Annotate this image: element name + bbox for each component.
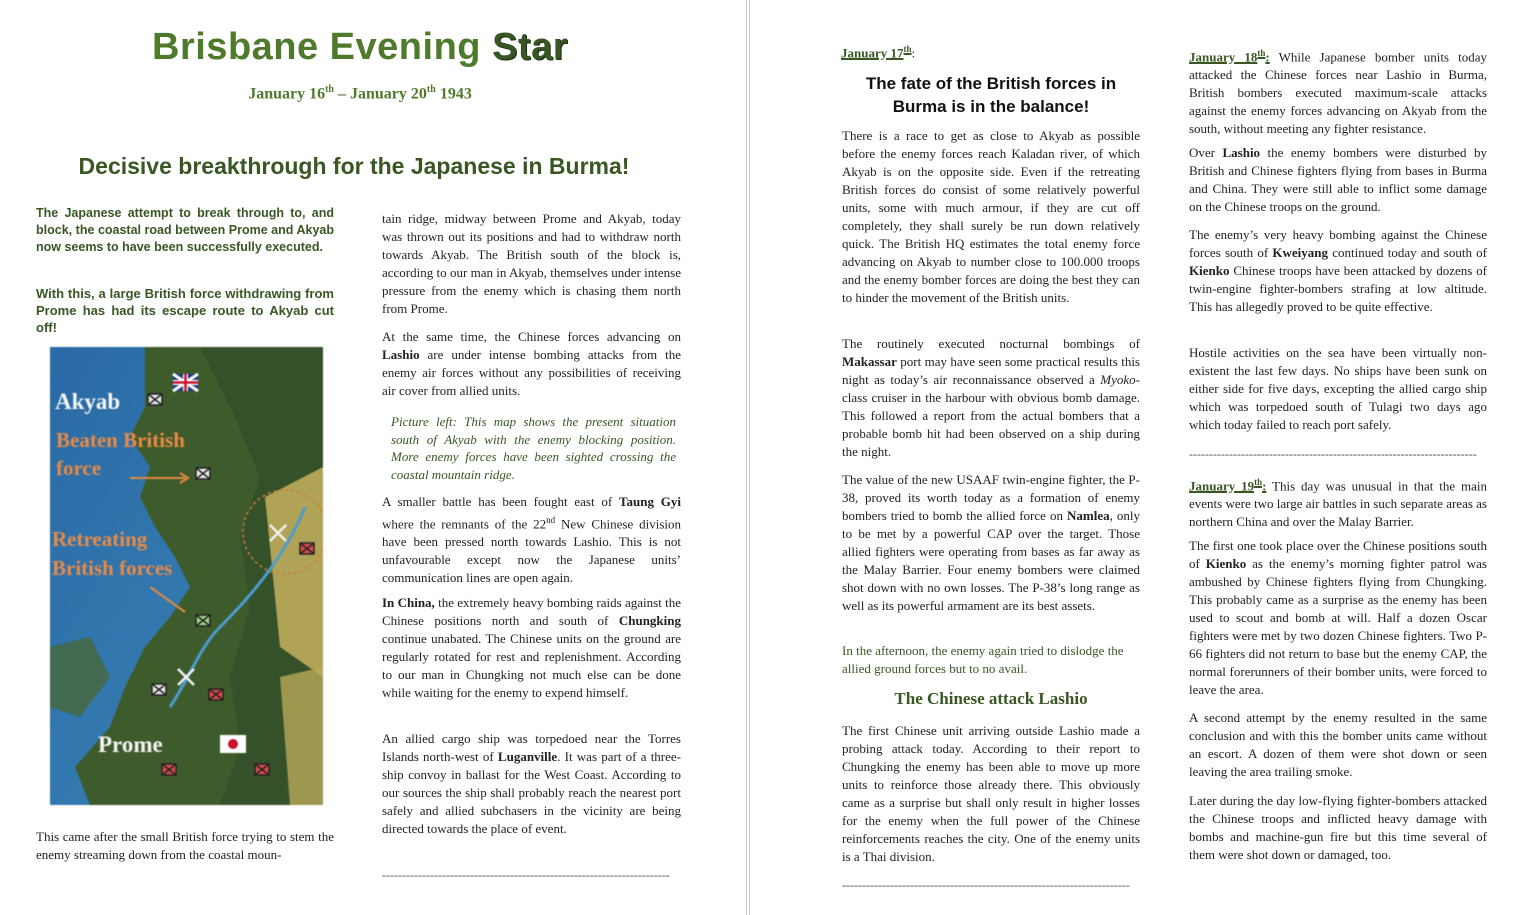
jan18-paragraph-2: Over Lashio the enemy bombers were disturbed by British and Chinese fighters flying from bases in Burma and China. They were still able to inflict some damage on the Chinese troops on the ground. [1189, 145, 1487, 214]
main-headline: Decisive breakthrough for the Japanese in Burma! [78, 153, 630, 179]
date-end-sup: th [426, 84, 436, 95]
lead-paragraph-1: The Japanese attempt to break through to, and block, the coastal road between Prome and Akyab now seems to have been successfully executed. [36, 206, 334, 254]
date-year: 1943 [435, 85, 472, 103]
masthead-title: Brisbane Evening [152, 26, 493, 68]
map-label-retreating-2: British forces [52, 556, 173, 580]
col2-paragraph-5: An allied cargo ship was torpedoed near the Torres Islands north-west of Luganville. It was part of a three-ship convoy in ballast for the West Coast. According to our sources the ship shall probably reach the nearest port safely and allied subchasers in the vicinity are being directed towards the place of event. [382, 731, 682, 836]
right-page [749, 0, 1519, 915]
jan19-paragraph-3: A second attempt by the enemy resulted in the same conclusion and with this the bomber units came without an escort. A dozen of them were shot down or seen leaving the area trailing smoke. [1189, 710, 1487, 779]
jan19-paragraph-1: January 19th: This day was unusual in that the main events were two large air battles in such separate areas as northern China and over the Malay Barrier. [1189, 477, 1487, 530]
col2-paragraph-4: In China, the extremely heavy bombing raids against the Chinese positions north and south of Chungking continue unabated. The Chinese units on the ground are regularly rotated for rest and replenishment. According to our man in Chungking not much else can be done while waiting for the enemy to expend himself. [382, 595, 681, 700]
date-start: January 16 [248, 85, 326, 103]
map-label-beaten-2: force [56, 456, 102, 480]
date-end: January 20 [350, 85, 427, 103]
section-separator-3: ------------------------------------------------------------------------ [1189, 447, 1477, 461]
burma-situation-map [50, 347, 323, 805]
date-jan-17: January 17th: [841, 44, 916, 61]
lashio-paragraph: The first Chinese unit arriving outside Lashio made a probing attack today. According to their report to Chungking the enemy has been able to move up more units to reinforce those already there. This obviously came as a surprise but shall only result in higher losses for the enemy when the full power of the Chinese reinforcements reaches the city. One of the enemy units is a Thai division. [842, 723, 1140, 864]
map-caption: Picture left: This map shows the present situation south of Akyab with the enemy blocking position. More enemy forces have been sighted crossing the coastal mountain ridge. [391, 414, 676, 482]
date-start-sup: th [325, 84, 334, 95]
map-label-prome: Prome [98, 732, 163, 757]
japanese-flag-icon [220, 735, 246, 753]
newspaper-masthead [0, 26, 720, 69]
jan17-paragraph-3: The value of the new USAAF twin-engine fighter, the P-38, proved its worth today as a formation of enemy bombers tried to bomb the allied force on Namlea, only to be met by a powerful CAP over the target. Those allied fighters were operating from bases as far away as the Malay Barrier. Four enemy bombers were claimed shot down with no own losses. The P-38’s long range as well as its powerful armament are its best assets. [842, 472, 1140, 613]
masthead-star-word: Star [492, 26, 568, 68]
issue-dateline [0, 84, 720, 103]
col2-paragraph-3: A smaller battle has been fought east of Taung Gyi where the remnants of the 22nd New Chinese division have been pressed north towards Lashio. This is not unfavourable except now the Japanese units’ communication lines are open again. [382, 494, 681, 586]
jan18-paragraph-3: The enemy’s very heavy bombing against the Chinese forces south of Kweiyang continued today and south of Kienko Chinese troops have been attacked by dozens of twin-engine fighter-bombers strafing at low altitude. This has allegedly proved to be quite effective. [1189, 227, 1487, 314]
jan18-paragraph-4: Hostile activities on the sea have been virtually non-existent the last few days. No ships have been sunk on either side for five days, excepting the allied cargo ship which was torpedoed south of Tulagi two days ago which today failed to reach port safely. [1189, 345, 1487, 432]
article-heading-british-forces: The fate of the British forces in Burma is in the balance! [865, 74, 1117, 116]
jan19-paragraph-2: The first one took place over the Chinese positions south of Kienko as the enemy’s morning fighter patrol was ambushed by Chinese fighters flying from Chungking. This probably came as a surprise as the enemy has been used to scout and bomb at will. Half a dozen Oscar fighters were met by two dozen Chinese fighters. Two P-66 fighters did not return to base but the enemy CAP, the normal forerunners of their bomber units, were forced to leave the area. [1189, 538, 1487, 697]
jan17-paragraph-4: In the afternoon, the enemy again tried to dislodge the allied ground forces but to no avail. [842, 643, 1124, 676]
map-label-retreating-1: Retreating [52, 527, 148, 551]
jan17-paragraph-1: There is a race to get as close to Akyab as possible before the enemy forces reach Kaladan river, of which Akyab is on the opposite side. Even if the retreating British forces do consist of some relatively powerful units, some with much armour, if they are cut off completely, they shall surely be run down relatively quick. The British HQ estimates the total enemy force advancing on Akyab to number close to 100.000 troops and the enemy bomber forces are doing the best they can to hinder the movement of the British units. [842, 128, 1140, 305]
col2-paragraph-1: tain ridge, midway between Prome and Akyab, today was thrown out its positions and had to withdraw north towards Akyab. The British south of the block is, according to our man in Akyab, themselves under intense pressure from the enemy which is chasing them north from Prome. [382, 211, 681, 316]
left-page [0, 0, 747, 915]
section-separator-2: ------------------------------------------------------------------------ [842, 878, 1130, 892]
date-dash: – [334, 85, 350, 103]
jan19-paragraph-4: Later during the day low-flying fighter-bombers attacked the Chinese troops and inflicted heavy damage with bombs and machine-gun fire but this time several of them were shot down or damaged, too. [1189, 793, 1487, 862]
lead-paragraph-2: With this, a large British force withdrawing from Prome has had its escape route to Akyab cut off! [36, 286, 334, 335]
british-flag-icon [173, 374, 198, 391]
col2-paragraph-2: At the same time, the Chinese forces advancing on Lashio are under intense bombing attacks from the enemy air forces without any possibilities of receiving air cover from allied units. [382, 329, 681, 398]
jan17-paragraph-2: The routinely executed nocturnal bombings of Makassar port may have seen some practical results this night as today’s air reconnaissance observed a Myoko-class cruiser in the harbour with obvious bomb damage. This followed a report from the actual bombers that a probable bomb hit had been observed on a ship during the night. [842, 336, 1140, 459]
col1-bottom-paragraph: This came after the small British force trying to stem the enemy streaming down from the coastal moun- [36, 829, 334, 862]
section-separator: ------------------------------------------------------------------------ [382, 868, 670, 882]
map-label-beaten-1: Beaten British [56, 428, 185, 452]
map-label-akyab: Akyab [55, 389, 121, 414]
subheading-chinese-attack: The Chinese attack Lashio [894, 689, 1088, 708]
jan18-paragraph-1: January 18th: While Japanese bomber units today attacked the Chinese forces near Lashio in Burma, British bombers executed maximum-scale attacks against the enemy forces advancing on Akyab from the south, without meeting any fighter resistance. [1189, 48, 1488, 137]
